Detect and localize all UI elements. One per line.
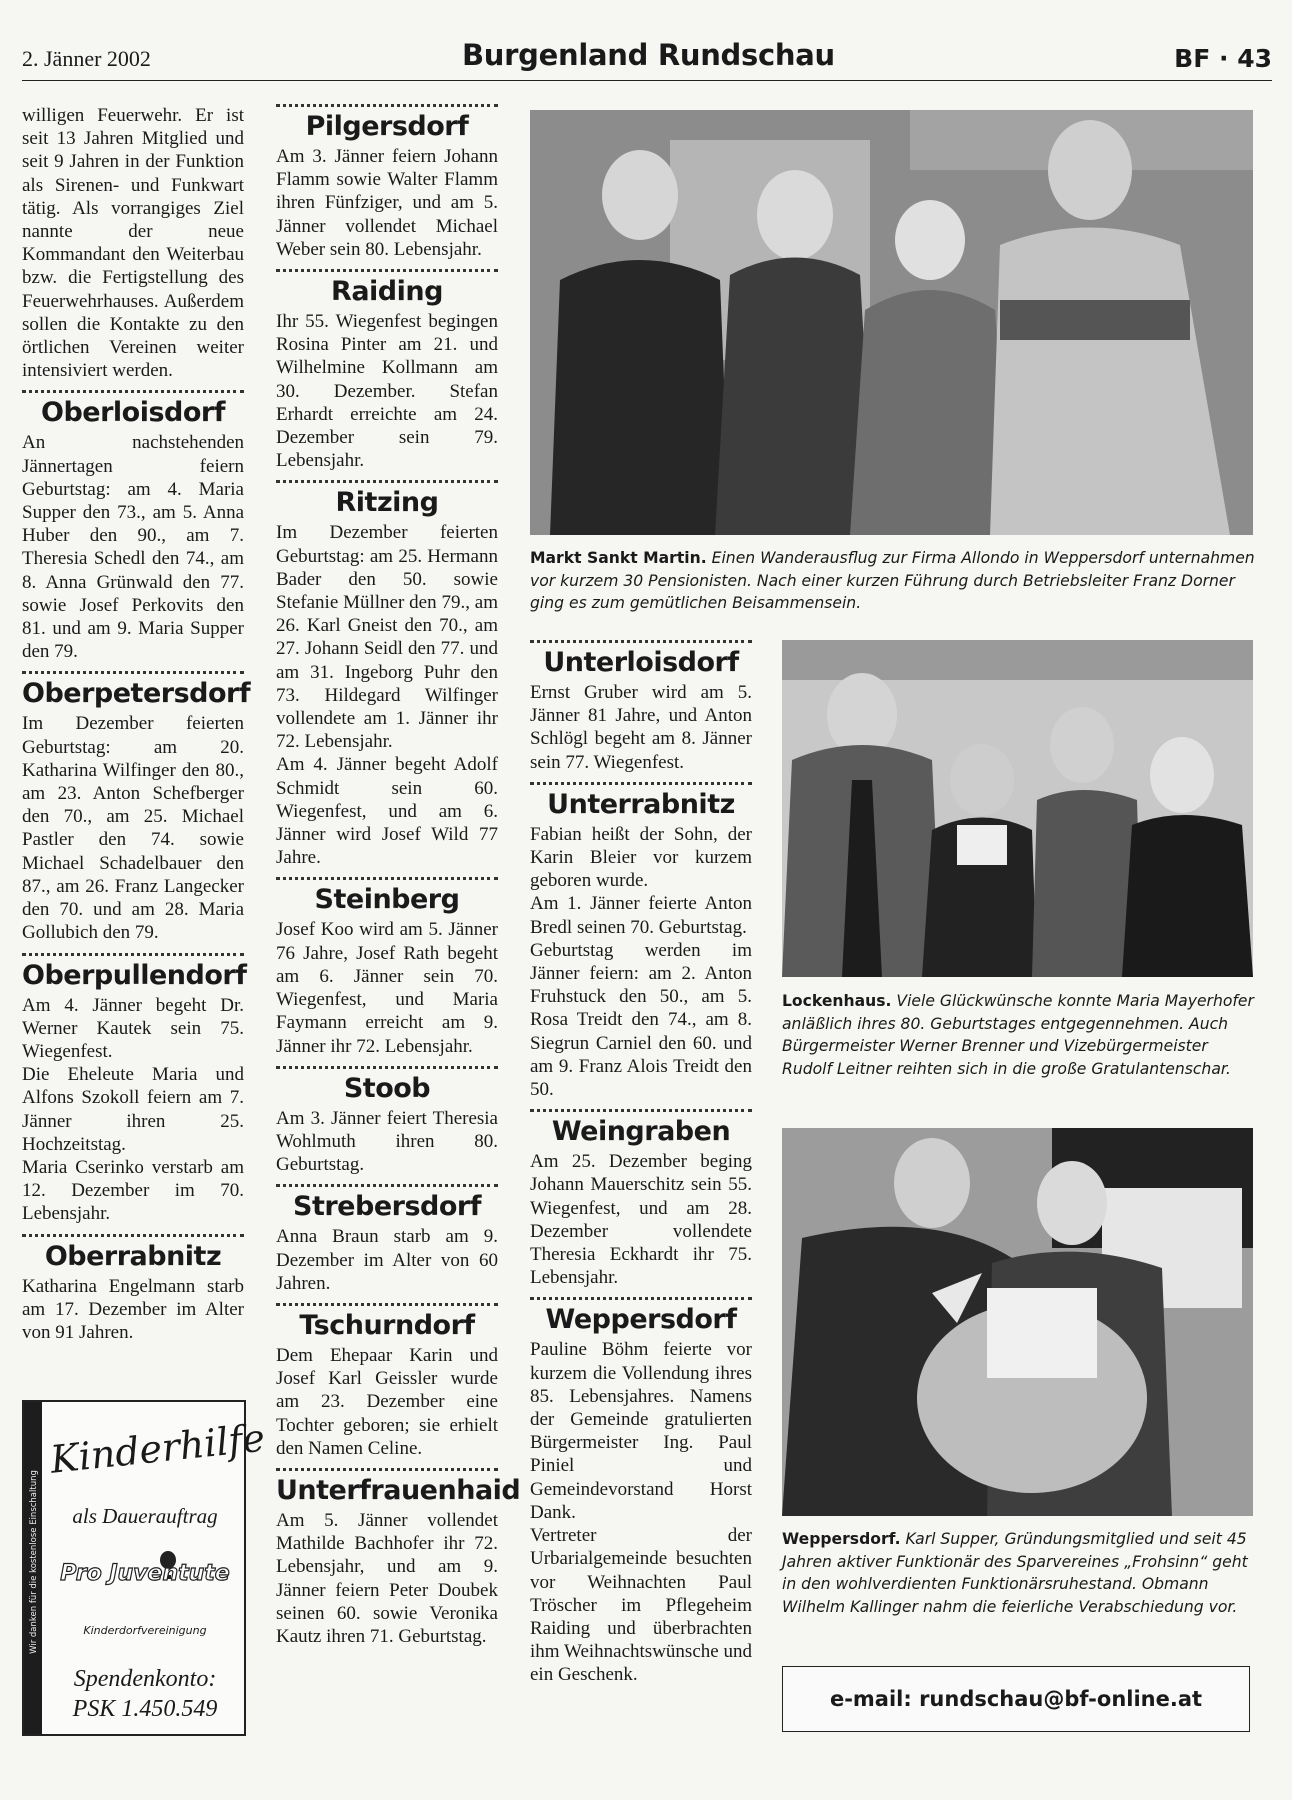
section-title: Raiding [331, 276, 443, 308]
section-text: Ihr 55. Wiegenfest begingen Rosina Pinter am 21. und Wilhelmine Kollmann am 30. Dezember. Stefan Erhardt erreichte am 24. Dezember sein 79. Lebensjahr. [276, 311, 498, 472]
page-number: BF · 43 [1174, 44, 1272, 73]
ad-account [50, 1664, 240, 1724]
ad-script-title: Kinderhilfe [48, 1415, 267, 1482]
section-title: Weingraben [551, 1116, 731, 1148]
section-text: Dem Ehepaar Karin und Josef Karl Geissler wurde am 23. Dezember eine Tochter geboren; sie erhielt den Namen Celine. [276, 1344, 498, 1459]
ad-subtitle: als Dauerauftrag [72, 1504, 218, 1528]
section-text: Im Dezember feierten Geburtstag: am 20. Katharina Wilfinger den 80., am 23. Anton Schefberger den 70., am 25. Michael Pastler den 74. sowie Michael Schadelbauer den 87., am 26. Franz Langecker den 70. und am 28. Maria Gollubich den 79. [22, 713, 244, 944]
caption-place: Weppersdorf. [782, 1530, 901, 1548]
dotted-divider [530, 782, 752, 785]
section-text: Im Dezember feierten Geburtstag: am 25. Hermann Bader den 50. sowie Stefanie Müllner den 79., am 26. Karl Gneist den 70., am 27. Johann Seidl den 77. und am 31. Ingeborg Puhr den 73. Hildegard Wilfinger vollendete am 1. Jänner ihr 72. Lebensjahr. [276, 522, 498, 753]
caption-text: Einen Wanderausflug zur Firma Allondo in Weppersdorf unternahmen vor kurzem 30 Pensionisten. Nach einer kurzen Führung durch Betriebsleiter Franz Dorner ging es zum gemütlichen Beisammensein. [530, 549, 1255, 612]
dotted-divider [276, 1066, 498, 1069]
section-strebersdorf [276, 1184, 498, 1295]
page-header [22, 38, 1272, 82]
dotted-divider [276, 269, 498, 272]
dotted-divider [22, 1234, 244, 1237]
section-text: Katharina Engelmann starb am 17. Dezember im Alter von 91 Jahren. [22, 1275, 244, 1343]
section-unterloisdorf [530, 640, 752, 774]
section-title: Ritzing [335, 487, 439, 519]
section-title: Oberloisdorf [41, 397, 225, 429]
section-oberpullendorf [22, 953, 247, 1226]
section-title: Oberrabnitz [44, 1240, 222, 1272]
section-title: Steinberg [314, 884, 460, 916]
section-text: Vertreter der Urbarialgemeinde besuchten vor Weihnachten Paul Tröscher im Pflegeheim Raiding und überbrachten ihm Weihnachtswünsche und ein Geschenk. [530, 1525, 752, 1686]
section-text: Am 3. Jänner feiern Johann Flamm sowie Walter Flamm ihren Fünfziger, und am 5. Jänner vollendet Michael Weber sein 80. Lebensjahr. [276, 146, 498, 260]
ad-account-number: PSK 1.450.549 [72, 1696, 218, 1722]
email-box: e-mail: rundschau@bf-online.at [782, 1666, 1250, 1732]
section-text: Am 4. Jänner begeht Dr. Werner Kautek sein 75. Wiegenfest. [22, 994, 244, 1062]
section-steinberg [276, 877, 498, 1057]
dotted-divider [276, 1468, 498, 1471]
section-title: Weppersdorf [545, 1304, 737, 1336]
section-title: Tschurndorf [299, 1309, 475, 1341]
section-title: Unterrabnitz [547, 788, 735, 820]
section-title: Unterfrauenhaid [276, 1474, 521, 1506]
photo-weppersdorf [782, 1128, 1253, 1516]
ad-logo-text: Pro Juventute [60, 1561, 230, 1586]
section-unterrabnitz [530, 782, 752, 1101]
dotted-divider [530, 640, 752, 643]
section-title: Pilgersdorf [305, 111, 469, 142]
column-1 [22, 104, 251, 1344]
section-text: Am 3. Jänner feiert Theresia Wohlmuth ihren 80. Geburtstag. [276, 1107, 498, 1176]
section-oberrabnitz [22, 1234, 244, 1345]
section-weppersdorf [530, 1297, 752, 1686]
dotted-divider [22, 953, 244, 956]
section-text: Fabian heißt der Sohn, der Karin Bleier vor kurzem geboren wurde. [530, 823, 752, 892]
dotted-divider [276, 104, 498, 107]
caption-lockenhaus [782, 990, 1257, 1080]
kinderhilfe-ad [22, 1400, 267, 1736]
section-text: Am 1. Jänner feierte Anton Bredl seinen 70. Geburtstag. [530, 893, 752, 938]
section-tschurndorf [276, 1303, 498, 1460]
caption-text: Viele Glückwünsche konnte Maria Mayerhofer anläßlich ihres 80. Geburtstages entgegennehmen. Auch Bürgermeister Werner Brenner und Vizebürgermeister Rudolf Leitner reihten sich in die große Gratulantenschar. [782, 992, 1254, 1078]
column-2 [276, 104, 521, 1648]
section-weingraben [530, 1109, 752, 1289]
photo-pensioners-image [530, 110, 1253, 535]
caption-place: Markt Sankt Martin. [530, 549, 707, 567]
caption-place: Lockenhaus. [782, 992, 892, 1010]
section-raiding [276, 269, 498, 472]
column-3 [530, 640, 752, 1687]
photo-weppersdorf-image [782, 1128, 1253, 1516]
section-text: Am 25. Dezember beging Johann Mauerschitz sein 55. Wiegenfest, und am 28. Dezember vollendete Theresia Eckhardt ihr 75. Lebensjahr. [530, 1151, 752, 1289]
ad-strip-text: Wir danken für die kostenlose Einschaltung [29, 1470, 39, 1654]
section-title: Oberpetersdorf [22, 678, 251, 710]
photo-lockenhaus [782, 640, 1253, 977]
section-text: Maria Cserinko verstarb am 12. Dezember im 70. Lebensjahr. [22, 1156, 244, 1225]
section-pilgersdorf [276, 104, 498, 261]
section-title: Oberpullendorf [22, 959, 247, 991]
section-title: Strebersdorf [293, 1191, 481, 1223]
dotted-divider [530, 1297, 752, 1300]
photo-pensioners [530, 110, 1253, 535]
ad-org: Kinderdorfvereinigung [83, 1624, 207, 1637]
intro-paragraph: willigen Feuerwehr. Er ist seit 13 Jahren Mitglied und seit 9 Jahren in der Funktion als Sirenen- und Funkwart tätig. Als vorrangiges Ziel nannte der neue Kommandant den Weiterbau bzw. die Fertigstellung des Feuerwehrhauses. Außerdem sollen die Kontakte zu den örtlichen Vereinen weiter intensiviert werden. [22, 105, 244, 382]
section-text: Anna Braun starb am 9. Dezember im Alter von 60 Jahren. [276, 1226, 498, 1294]
caption-text: Karl Supper, Gründungsmitglied und seit 45 Jahren aktiver Funktionär des Sparvereines „Frohsinn“ geht in den wohlverdienten Funktionärsruhestand. Obmann Wilhelm Kallinger nahm die feierliche Verabschiedung vor. [782, 1530, 1248, 1616]
dotted-divider [530, 1109, 752, 1112]
dotted-divider [22, 671, 244, 674]
section-text: Die Eheleute Maria und Alfons Szokoll feiern am 7. Jänner ihren 25. Hochzeitstag. [22, 1064, 244, 1155]
section-text: An nachstehenden Jännertagen feiern Geburtstag: am 4. Maria Supper den 73., am 5. Anna Huber den 90., am 7. Theresia Schedl den 74., am 8. Anna Grünwald den 77. sowie Josef Perkovits den 81. und am 9. Maria Supper den 79. [22, 432, 244, 663]
section-text: Geburtstag werden im Jänner feiern: am 2. Anton Fruhstuck den 50., am 5. Rosa Treidt den 74., am 8. Siegrun Carniel den 60. und am 9. Franz Alois Treidt den 50. [530, 939, 752, 1101]
section-ritzing [276, 480, 498, 869]
section-oberpetersdorf [22, 671, 251, 944]
caption-weppersdorf [782, 1528, 1257, 1618]
section-unterfrauenhaid [276, 1468, 521, 1648]
dotted-divider [276, 877, 498, 880]
header-rule [22, 80, 1272, 81]
section-text: Ernst Gruber wird am 5. Jänner 81 Jahre, und Anton Schlögl begeht am 8. Jänner sein 77. Wiegenfest. [530, 682, 752, 773]
caption-pensioners [530, 547, 1255, 615]
section-text: Am 4. Jänner begeht Adolf Schmidt sein 60. Wiegenfest, und am 6. Jänner wird Josef Wild 77 Jahre. [276, 754, 498, 869]
photo-lockenhaus-image [782, 640, 1253, 977]
section-title: Unterloisdorf [543, 647, 739, 678]
section-text: Josef Koo wird am 5. Jänner 76 Jahre, Josef Rath begeht am 6. Jänner sein 70. Wiegenfest, und Maria Faymann erreicht am 9. Jänner ihr 72. Lebensjahr. [276, 919, 498, 1057]
newspaper-title: Burgenland Rundschau [462, 38, 835, 72]
dotted-divider [276, 1303, 498, 1306]
section-oberloisdorf [22, 390, 244, 663]
dotted-divider [22, 390, 244, 393]
section-text: Am 5. Jänner vollendet Mathilde Bachhofer ihr 72. Lebensjahr, und am 9. Jänner feiern Peter Doubek seinen 60. sowie Veronika Kautz ihren 71. Geburtstag. [276, 1509, 498, 1647]
section-stoob [276, 1066, 498, 1177]
ad-account-label: Spendenkonto: [73, 1666, 217, 1692]
issue-date: 2. Jänner 2002 [22, 46, 151, 71]
dotted-divider [276, 480, 498, 483]
section-title: Stoob [343, 1072, 431, 1104]
section-text: Pauline Böhm feierte vor kurzem die Vollendung ihres 85. Lebensjahres. Namens der Gemeinde gratulierten Bürgermeister Ing. Paul Piniel und Gemeindevorstand Horst Dank. [530, 1339, 752, 1523]
dotted-divider [276, 1184, 498, 1187]
